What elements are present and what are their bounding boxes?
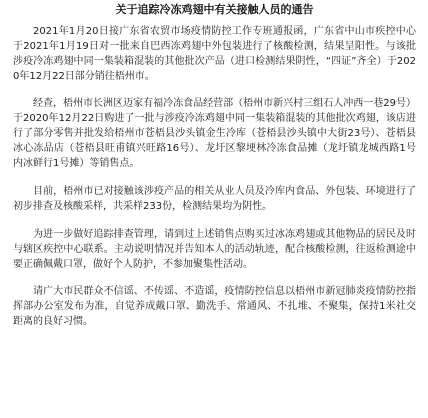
paragraph-public-advice: 请广大市民群众不信谣、不传谣、不造谣，疫情防控信息以梧州市新冠肺炎疫情防控指挥部办公室发布为准，自觉养成戴口罩、勤洗手、常通风、不扎堆、不聚集，保持1米社交距离的良好习惯。 [13, 286, 416, 327]
notice-title: 关于追踪冷冻鸡翅中有关接触人员的通告 [115, 3, 314, 16]
paragraph-investigation: 经查，梧州市长洲区迈家有福冷冻食品经营部（梧州市新兴村三组石人冲西一巷29号）于2020年12月22日购进了一批与涉疫冷冻鸡翅中同一集装箱混装的其他批次鸡翅，该店进行了部分零售并批发给梧州市苍梧县沙头镇金生冷库（苍梧县沙头镇中大街23号）、苍梧县冰心冻品店（苍梧县旺甫镇兴旺路16号）、龙圩区黎埂林冷冻食品摊（龙圩镇龙城西路1号内冰鲜行1号摊）等销售点。 [13, 98, 416, 169]
paragraph-contact-request: 为进一步做好追踪排查管理，请到过上述销售点购买过冰冻鸡翅或其他物品的居民及时与辖区疾控中心联系。主动说明情况并告知本人的活动轨迹，配合核酸检测，往返检测途中要正确佩戴口罩，做好个人防护，不参加聚集性活动。 [13, 229, 416, 270]
paragraph-test-results: 目前，梧州市已对接触该涉疫产品的相关从业人员及冷库内食品、外包装、环境进行了初步排查及核酸采样，共采样233份，检测结果均为阴性。 [13, 186, 416, 212]
paragraph-source-report: 2021年1月20日接广东省农贸市场疫情防控工作专班通报函，广东省中山市疾控中心于2021年1月19日对一批来自巴西冻鸡翅中外包装进行了核酸检测，结果呈阳性。与该批涉疫冷冻鸡翅中同一集装箱混装的其他批次产品（进口检测结果阴性，“四证”齐全）于2020年12月22日部分销往梧州市。 [13, 26, 416, 82]
